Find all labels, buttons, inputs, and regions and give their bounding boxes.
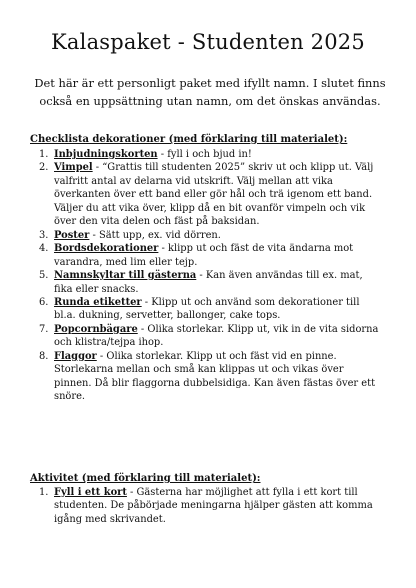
item-number: 7.	[39, 323, 49, 335]
checklist-heading: Checklista dekorationer (med förklaring till materialet):	[30, 134, 348, 145]
item-text: - “Grattis till studenten 2025” skriv ut och klipp ut. Välj valfritt antal av delarna vid utskrift. Välj mellan att vika överkanten över ett band eller gör hål och trä igenom ett band. Väljer du att vika över, klipp då en bit ovanför vimpeln och vik över den vita delen och fäst på baksidan.	[54, 162, 374, 228]
item-keyword: Bordsdekorationer	[54, 243, 159, 255]
item-text: - Olika storlekar. Klipp ut och fäst vid en pinne. Storlekarna mellan och små kan klippas ut och vikas över pinnen. Då blir flaggorna dubbelsidiga. Kan även fästas över ett snöre.	[54, 350, 376, 403]
item-keyword: Runda etiketter	[54, 296, 142, 308]
item-text: - Kan även användas till ex. mat, fika eller snacks.	[54, 270, 363, 295]
checklist-item	[30, 296, 380, 323]
item-keyword: Vimpel	[54, 162, 93, 174]
item-number: 3.	[39, 229, 49, 241]
item-keyword: Namnskyltar till gästerna	[54, 270, 197, 282]
item-number: 1.	[39, 149, 49, 160]
item-number: 2.	[39, 162, 49, 174]
item-text: - Gästerna har möjlighet att fylla i ett kort till studenten. De påbörjade meningarna hjälper gästen att komma igång med skrivandet.	[54, 487, 373, 525]
item-text: - Klipp ut och använd som dekorationer till bl.a. dukning, servetter, ballonger, cake tops.	[54, 296, 360, 322]
item-number: 4.	[39, 243, 49, 255]
item-text: - klipp ut och fäst de vita ändarna mot varandra, med lim eller tejp.	[54, 243, 354, 268]
document-title: Kalaspaket - Studenten 2025	[51, 30, 365, 55]
item-keyword: Flaggor	[54, 350, 97, 362]
item-number: 1.	[39, 487, 49, 498]
checklist-item	[30, 323, 380, 350]
checklist-item	[30, 350, 380, 404]
item-keyword: Inbjudningskorten	[54, 149, 158, 160]
checklist-item	[30, 148, 380, 161]
item-number: 5.	[39, 270, 49, 282]
item-number: 6.	[39, 296, 49, 308]
item-text: - fyll i och bjud in!	[157, 149, 252, 160]
checklist-item	[30, 242, 380, 269]
activity-heading: Aktivitet (med förklaring till materialet):	[30, 473, 261, 484]
item-number: 8.	[39, 350, 49, 362]
item-keyword: Poster	[54, 229, 90, 241]
activity-item	[30, 486, 380, 526]
activity-list	[30, 486, 380, 526]
checklist-item	[30, 161, 380, 228]
item-text: - Sätt upp, ex. vid dörren.	[89, 229, 221, 241]
checklist-list	[30, 148, 380, 404]
intro-paragraph: Det här är ett personligt paket med ifyllt namn. I slutet finns också en uppsättning utan namn, om det önskas användas.	[34, 76, 386, 109]
checklist-item	[30, 269, 380, 296]
item-keyword: Popcornbägare	[54, 323, 138, 335]
checklist-item	[30, 229, 380, 242]
item-keyword: Fyll i ett kort	[54, 487, 127, 498]
item-text: - Olika storlekar. Klipp ut, vik in de vita sidorna och klistra/tejpa ihop.	[54, 323, 379, 349]
